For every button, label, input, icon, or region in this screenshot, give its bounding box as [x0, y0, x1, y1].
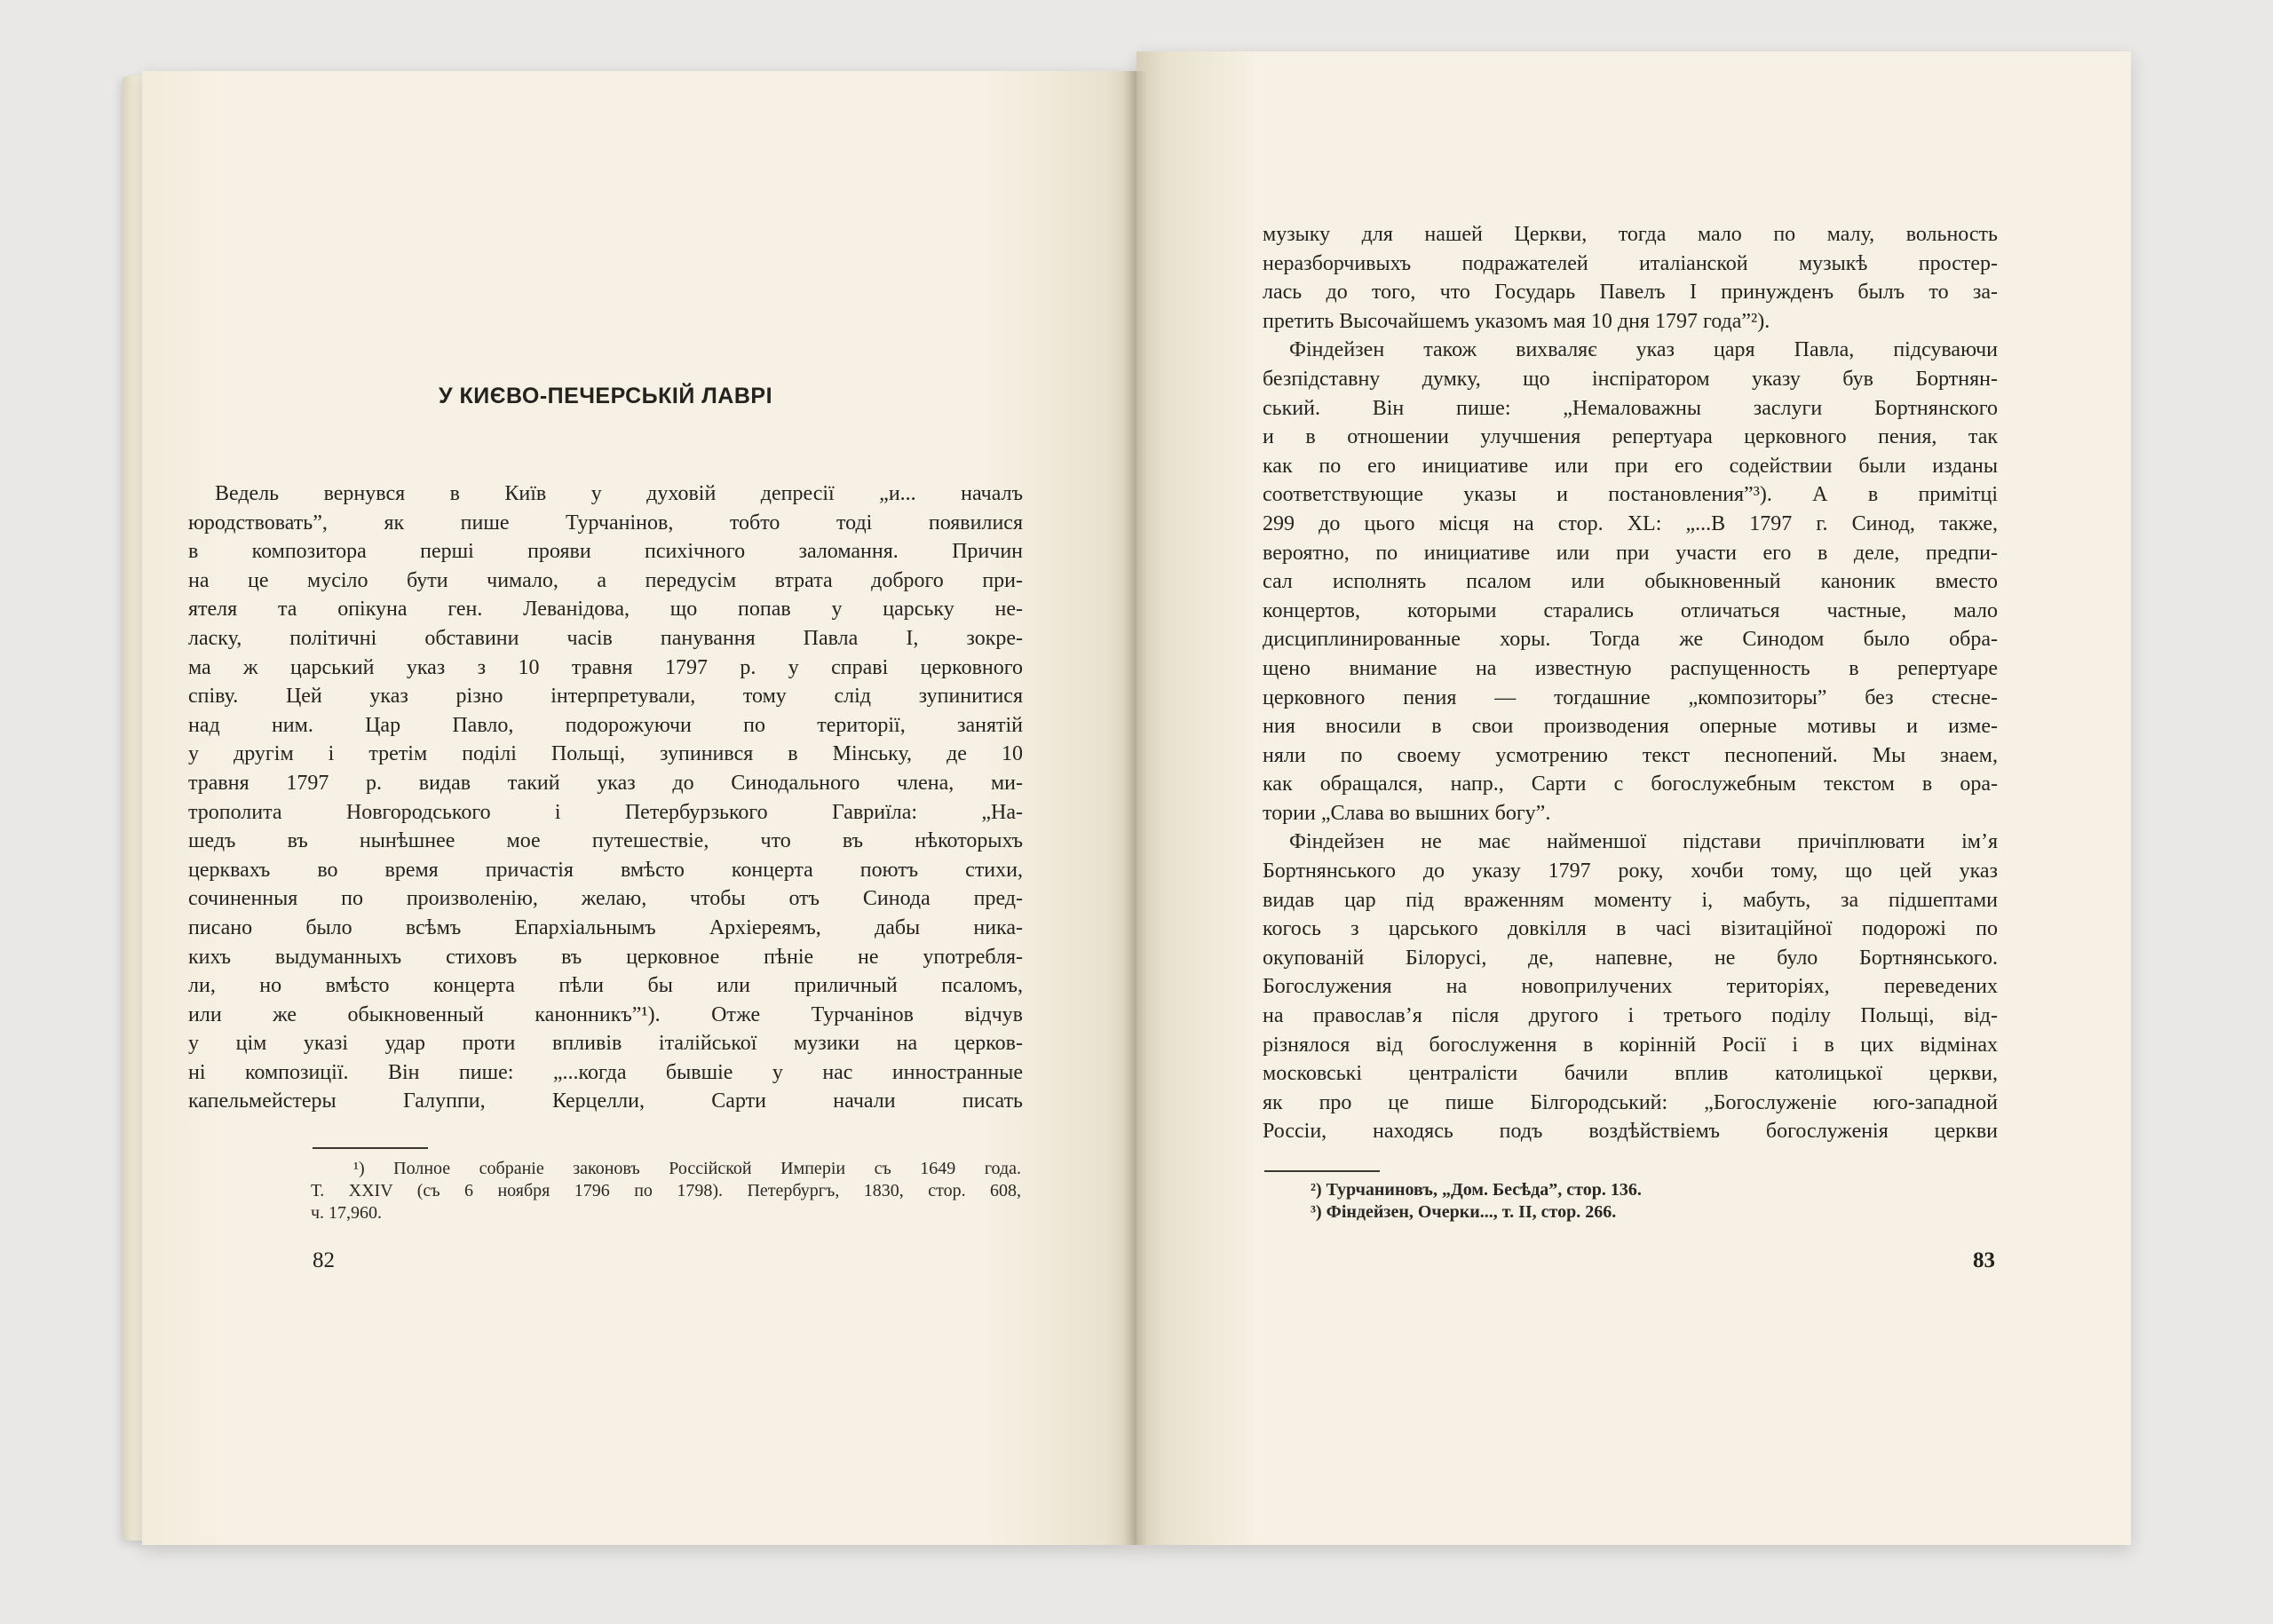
text-line: в композитора перші прояви психічного заломання. Причин [188, 540, 1023, 564]
text-line: шедъ въ нынѣшнее мое путешествіе, что въ нѣкоторыхъ [188, 829, 1023, 853]
text-line: тории „Слава во вышних богу”. [1263, 801, 1551, 825]
text-line: как обращался, напр., Сарти с богослужебным текстом в ора- [1263, 772, 1998, 796]
footnote-line: Т. XXIV (съ 6 ноября 1796 по 1798). Петербургъ, 1830, стор. 608, [311, 1181, 1021, 1200]
text-line: церквахъ во время причастія вмѣсто концерта поютъ стихи, [188, 858, 1023, 882]
text-line: или же обыкновенный канонникъ”¹). Отже Турчанінов відчув [188, 1002, 1023, 1026]
text-line: окупованій Білорусі, де, напевне, не було Бортнянського. [1263, 946, 1998, 970]
page-number-right: 83 [1973, 1248, 1995, 1272]
text-line: безпідставну думку, що інспіратором указу був Бортнян- [1263, 367, 1998, 391]
text-line: ния вносили в свои производения оперные мотивы и изме- [1263, 715, 1998, 739]
right-page-body [1263, 220, 1998, 1146]
text-line: вероятно, по инициативе или при участи его в деле, предпи- [1263, 541, 1998, 565]
chapter-title: У КИЄВО-ПЕЧЕРСЬКІЙ ЛАВРІ [438, 384, 773, 408]
text-line: Бортнянського до указу 1797 року, хочби тому, що цей указ [1263, 860, 1998, 883]
text-line: Богослужения на новоприлучених територіях, переведених [1263, 975, 1998, 999]
text-line: сал исполнять псалом или обыкновенный канoник вместо [1263, 570, 1998, 594]
text-line: над ним. Цар Павло, подорожуючи по території, занятій [188, 713, 1023, 737]
footnote-line: ¹) Полное собраніе законовъ Россійской Имперіи съ 1649 года. [353, 1159, 1021, 1178]
text-line: ні композиції. Він пише: „...когда бывшіе у нас иннoстранные [188, 1060, 1023, 1084]
text-line: Россіи, находясь подъ воздѣйствіемъ богослуженія церкви [1263, 1120, 1998, 1144]
text-line: у цім указі удар проти впливів італійської музики на церков- [188, 1032, 1023, 1056]
text-line: музыку для нашей Церкви, тогда мало по малу, вольность [1263, 223, 1998, 246]
text-line: видав цар під враженням моменту і, мабуть, за підшептами [1263, 888, 1998, 912]
left-page-body [188, 479, 1023, 1116]
text-line: писано было всѣмъ Епархіальнымъ Архіереямъ, дабы ника- [188, 915, 1023, 939]
text-line: сочиненныя по произволенію, желаю, чтобы отъ Синода пред- [188, 887, 1023, 911]
text-line: Фіндейзен не має найменшої підстави причіплювати ім’я [1289, 830, 1998, 854]
text-line: как по его инициативе или при его содействии были изданы [1263, 454, 1998, 478]
text-line: дисциплинированные хоры. Тогда же Синодом было обра- [1263, 628, 1998, 652]
footnote-line: ч. 17,960. [311, 1203, 383, 1223]
text-line: Фіндейзен також вихваляє указ царя Павла, підсуваючи [1289, 338, 1998, 362]
footnote-rule [1264, 1170, 1380, 1172]
text-line: лась до того, что Государь Павелъ I принужденъ былъ то за- [1263, 281, 1998, 305]
right-footnotes [1311, 1179, 1808, 1224]
text-line: соответствующие указы и постановления”³). А в примітці [1263, 483, 1998, 507]
text-line: и в отношении улучшения репертуара церковного пения, так [1263, 425, 1998, 449]
text-line: ський. Він пише: „Немаловажны заслуги Бортнянского [1263, 396, 1998, 420]
text-line: кихъ выдуманныхъ стиховъ въ церковное пѣніе не употребля- [188, 945, 1023, 969]
page-number-left: 82 [313, 1248, 335, 1272]
text-line: ятеля та опікуна ген. Леванідова, що попав у царську не- [188, 598, 1023, 622]
text-line: 299 до цього місця на стор. XL: „...В 1797 г. Синод, также, [1263, 511, 1998, 535]
text-line: щено внимание на известную распущенность в репертуаре [1263, 656, 1998, 680]
text-line: ласку, політичні обставини часів панування Павла I, зокре- [188, 626, 1023, 650]
text-line: травня 1797 р. видав такий указ до Синодального члена, ми- [188, 771, 1023, 795]
text-line: трополита Новгородського і Петербурзького Гавриїла: „На- [188, 800, 1023, 824]
text-line: різнялося від богослуження в корінній Росії і в цих відмінах [1263, 1033, 1998, 1057]
text-line: як про це пише Білгородський: „Богослуженіе юго-западной [1263, 1090, 1998, 1114]
text-line: у другім і третім поділі Польщі, зупинився в Мінську, де 10 [188, 742, 1023, 766]
left-footnotes [311, 1158, 1021, 1224]
text-line: Ведель вернувся в Київ у духовій депресії „и... началъ [215, 482, 1023, 505]
text-line: церковного пения — тогдашние „композиторы” без стесне- [1263, 685, 1998, 709]
text-line: московські централісти бачили вплив католицької церкви, [1263, 1062, 1998, 1086]
text-line: когось з царського довкілля в часі візитаційної подорожі по [1263, 917, 1998, 941]
text-line: співу. Цей указ різно інтерпретували, тому слід зупинитися [188, 685, 1023, 709]
footnote-line: ²) Турчаниновъ, „Дом. Бесѣда”, стор. 136. [1311, 1180, 1642, 1200]
text-line: няли по своему усмотрению текст песнопений. Мы знаем, [1263, 743, 1998, 767]
text-line: капельмейстеры Галуппи, Керцелли, Сарти начали писать [188, 1089, 1023, 1113]
book-spine [1124, 71, 1147, 1545]
text-line: концертов, которыми старались отличаться частные, мало [1263, 598, 1998, 622]
text-line: ли, но вмѣсто концерта пѣли бы или приличный псаломъ, [188, 974, 1023, 998]
text-line: на це мусіло бути чимало, а передусім втрата доброго при- [188, 568, 1023, 592]
footnote-line: ³) Фіндейзен, Очерки..., т. II, стор. 266. [1311, 1202, 1617, 1222]
text-line: юродствовать”, як пише Турчанінов, тобто тоді появилися [188, 511, 1023, 535]
text-line: неразборчивыхъ подражателей италіанской музыкѣ простер- [1263, 251, 1998, 275]
text-line: на православ’я після другого і третього поділу Польщі, від- [1263, 1004, 1998, 1028]
text-line: ма ж царський указ з 10 травня 1797 р. у справі церковного [188, 655, 1023, 679]
footnote-rule [313, 1147, 428, 1149]
text-line: претить Высочайшемъ указомъ мая 10 дня 1797 года”²). [1263, 309, 1770, 333]
